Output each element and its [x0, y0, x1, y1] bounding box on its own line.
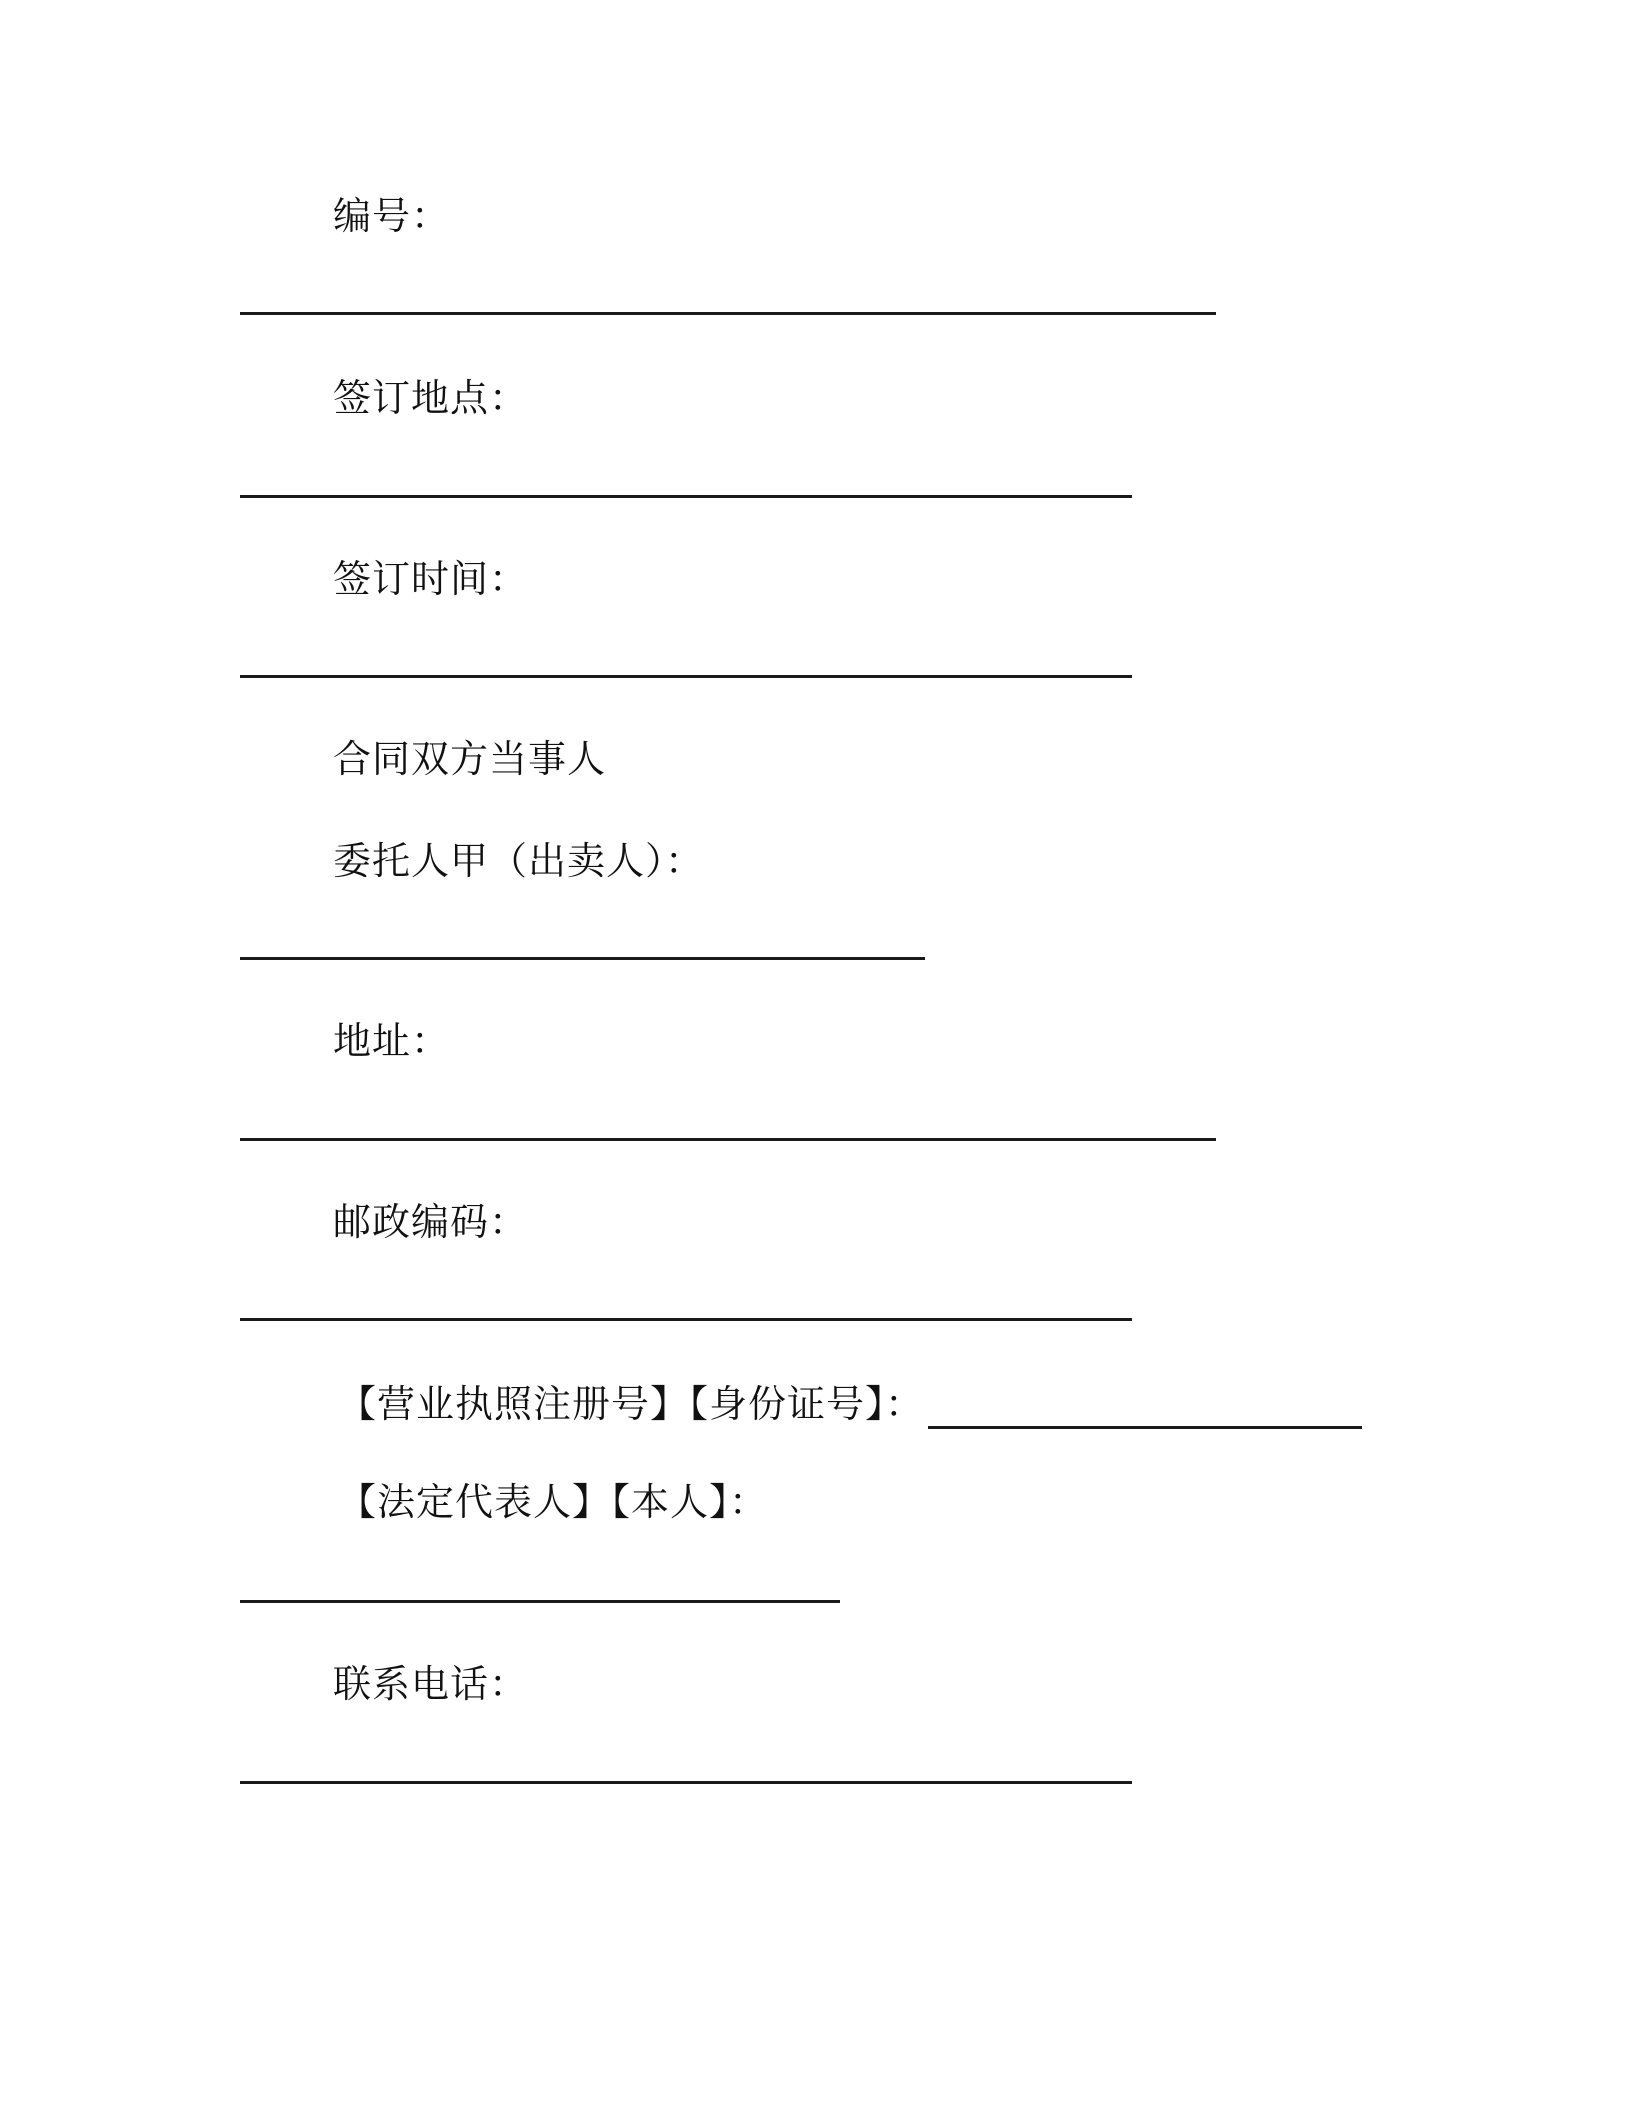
- license-id-blank-line[interactable]: [928, 1426, 1362, 1429]
- sign-place-label: 签订地点：: [333, 376, 529, 420]
- legal-rep-label: 【法定代表人】【本人】：: [338, 1480, 769, 1524]
- number-label: 编号：: [333, 194, 451, 238]
- parties-heading: 合同双方当事人: [333, 737, 607, 781]
- number-blank-line[interactable]: [240, 312, 1216, 315]
- address-label: 地址：: [333, 1019, 451, 1063]
- postal-code-label: 邮政编码：: [333, 1200, 529, 1244]
- license-id-label: 【营业执照注册号】【身份证号】：: [338, 1382, 925, 1426]
- phone-label: 联系电话：: [333, 1662, 529, 1706]
- principal-a-blank-line[interactable]: [240, 957, 925, 960]
- phone-blank-line[interactable]: [240, 1781, 1132, 1784]
- sign-place-blank-line[interactable]: [240, 495, 1132, 498]
- address-blank-line[interactable]: [240, 1138, 1216, 1141]
- sign-time-label: 签订时间：: [333, 557, 529, 601]
- legal-rep-blank-line[interactable]: [240, 1600, 840, 1603]
- principal-a-label: 委托人甲（出卖人）：: [333, 839, 705, 883]
- sign-time-blank-line[interactable]: [240, 675, 1132, 678]
- postal-code-blank-line[interactable]: [240, 1318, 1132, 1321]
